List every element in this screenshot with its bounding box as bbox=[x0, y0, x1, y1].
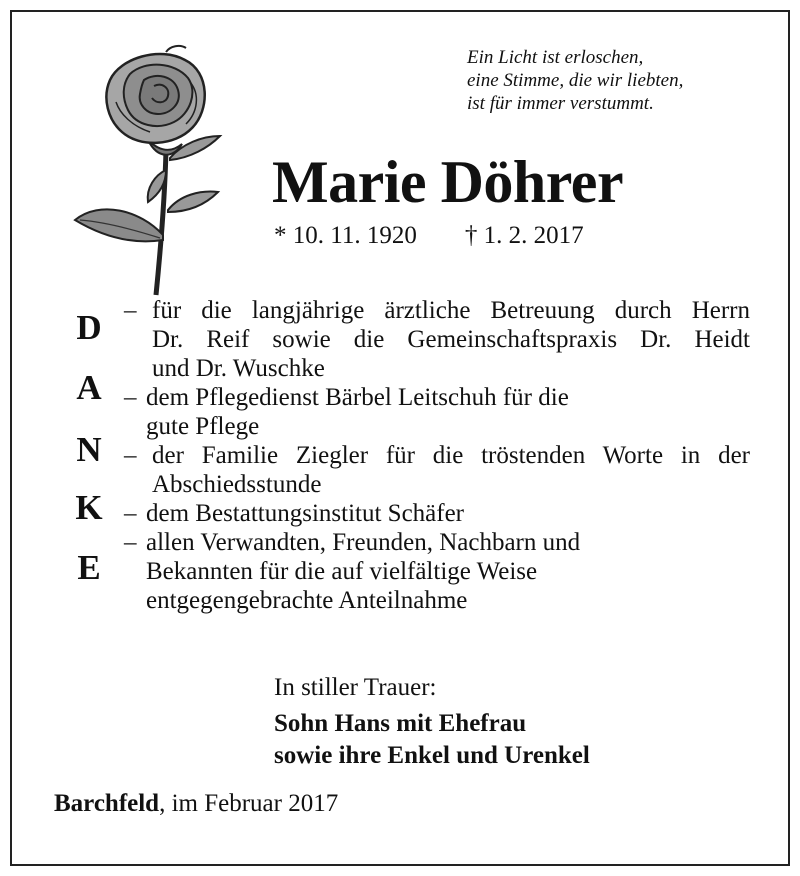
item-line: dem Bestattungsinstitut Schäfer bbox=[146, 500, 465, 527]
item-dash: – bbox=[124, 500, 137, 527]
poem bbox=[467, 46, 787, 115]
danke-letter: E bbox=[77, 548, 101, 587]
danke-letter: A bbox=[76, 368, 102, 407]
item-dash: – bbox=[124, 297, 137, 324]
item-line: dem Pflegedienst Bärbel Leitschuh für die bbox=[146, 384, 569, 411]
item-line: der Familie Ziegler für die tröstenden Worte in der bbox=[152, 442, 750, 469]
rose-icon bbox=[70, 40, 240, 298]
place: Barchfeld bbox=[54, 790, 160, 817]
item-line: gute Pflege bbox=[146, 413, 260, 440]
danke-letter: N bbox=[76, 430, 102, 469]
birth-date: * 10. 11. 1920 bbox=[274, 222, 417, 249]
item-line: Bekannten für die auf vielfältige Weise bbox=[146, 558, 538, 585]
item-line: entgegengebrachte Anteilnahme bbox=[146, 587, 468, 614]
item-line: für die langjährige ärztliche Betreuung durch Herrn bbox=[152, 297, 750, 324]
list-item bbox=[124, 296, 750, 383]
mourner-line: Sohn Hans mit Ehefrau bbox=[274, 710, 527, 737]
poem-line: eine Stimme, die wir liebten, bbox=[467, 70, 684, 91]
poem-line: ist für immer verstummt. bbox=[467, 93, 654, 114]
obituary-notice bbox=[10, 10, 790, 866]
list-item bbox=[124, 499, 750, 528]
item-line: Dr. Reif sowie die Gemeinschaftspraxis Dr. Heidt bbox=[152, 326, 750, 353]
item-line: Abschiedsstunde bbox=[152, 471, 322, 498]
mourning-intro: In stiller Trauer: bbox=[274, 674, 437, 701]
date: , im Februar 2017 bbox=[159, 790, 339, 817]
place-date bbox=[54, 790, 338, 818]
item-dash: – bbox=[124, 384, 137, 411]
item-dash: – bbox=[124, 442, 137, 469]
item-line: und Dr. Wuschke bbox=[152, 355, 325, 382]
list-item bbox=[124, 383, 750, 441]
danke-letter: K bbox=[75, 488, 103, 527]
item-line: allen Verwandten, Freunden, Nachbarn und bbox=[146, 529, 581, 556]
danke-letter: D bbox=[76, 308, 102, 347]
thanks-list bbox=[124, 296, 750, 615]
poem-line: Ein Licht ist erloschen, bbox=[467, 47, 644, 68]
list-item bbox=[124, 441, 750, 499]
item-dash: – bbox=[124, 529, 137, 556]
death-date: † 1. 2. 2017 bbox=[464, 222, 584, 249]
mourners bbox=[274, 708, 590, 772]
list-item bbox=[124, 528, 750, 615]
mourner-line: sowie ihre Enkel und Urenkel bbox=[274, 742, 590, 769]
deceased-name: Marie Döhrer bbox=[272, 149, 624, 215]
life-dates bbox=[274, 222, 584, 250]
